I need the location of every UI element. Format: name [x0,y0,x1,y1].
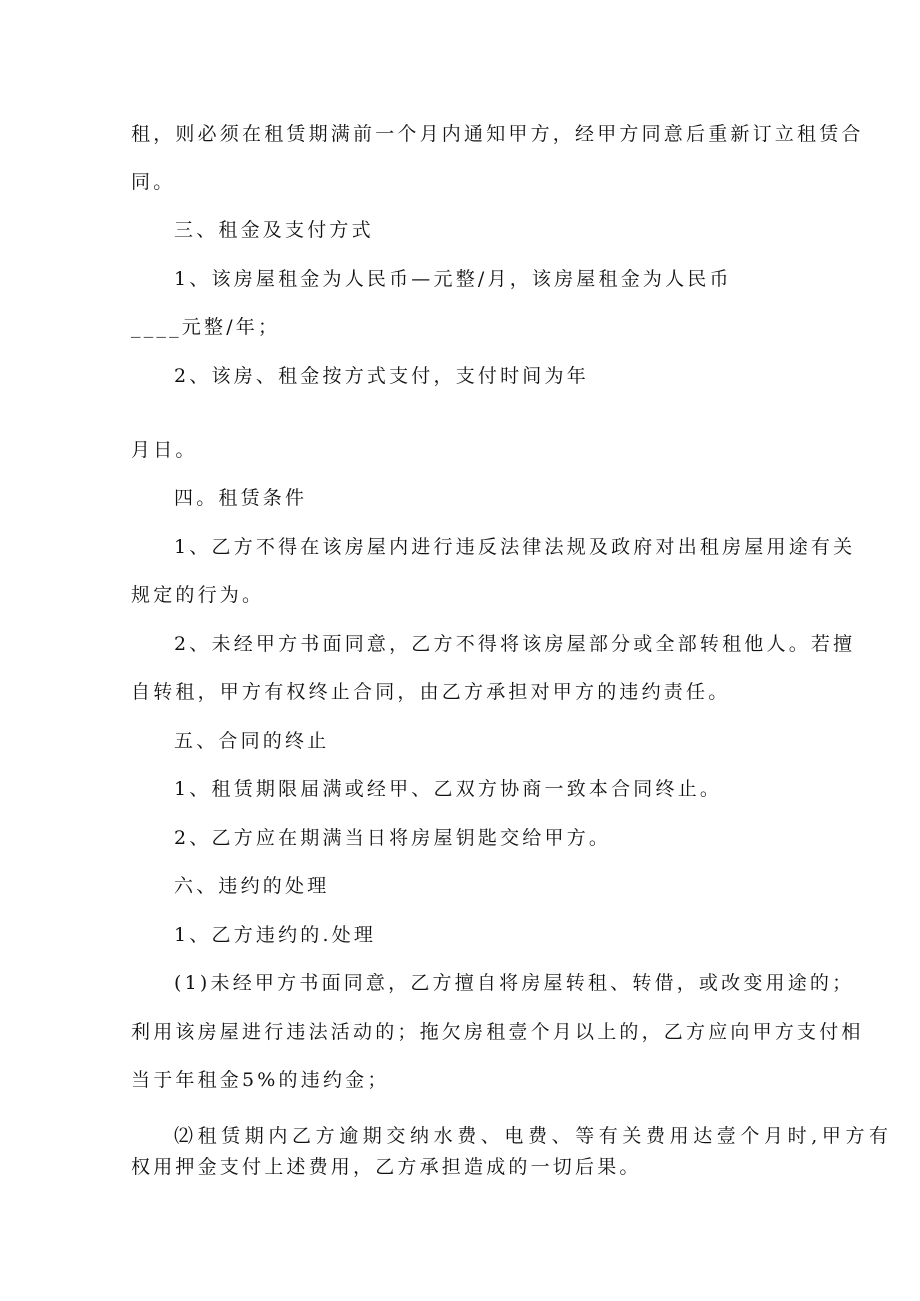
text-line: ⑵租赁期内乙方逾期交纳水费、电费、等有关费用达壹个月时,甲方有 [174,1125,893,1147]
text-line: 规定的行为。 [131,584,265,606]
text-line: 利用该房屋进行违法活动的；拖欠房租壹个月以上的，乙方应向甲方支付相 [131,1021,864,1043]
text-line: 同。 [131,171,176,193]
section-heading: 六、违约的处理 [174,875,330,897]
text-line: 2、该房、租金按方式支付，支付时间为年 [174,365,589,387]
section-heading: 三、租金及支付方式 [174,219,374,241]
section-heading: 五、合同的终止 [174,730,330,752]
text-line: 当于年租金5%的违约金； [131,1069,390,1091]
text-line: 1、租赁期限届满或经甲、乙双方协商一致本合同终止。 [174,778,723,800]
text-line: 2、未经甲方书面同意，乙方不得将该房屋部分或全部转租他人。若擅 [174,633,856,655]
text-line: 租，则必须在租赁期满前一个月内通知甲方，经甲方同意后重新订立租赁合 [131,123,864,145]
text-line: 2、乙方应在期满当日将房屋钥匙交给甲方。 [174,827,612,849]
text-line: 1、该房屋租金为人民币—元整/月，该房屋租金为人民币 [174,268,732,290]
text-line: ____元整/年； [131,316,281,338]
text-line: 1、乙方违约的.处理 [174,924,377,946]
text-line: 月日。 [131,439,198,461]
text-line: 权用押金支付上述费用，乙方承担造成的一切后果。 [131,1156,642,1178]
text-line: (1)未经甲方书面同意，乙方擅自将房屋转租、转借，或改变用途的； [174,972,855,994]
text-line: 自转租，甲方有权终止合同，由乙方承担对甲方的违约责任。 [131,681,731,703]
section-heading: 四。租赁条件 [174,487,308,509]
text-line: 1、乙方不得在该房屋内进行违反法律法规及政府对出租房屋用途有关 [174,536,856,558]
